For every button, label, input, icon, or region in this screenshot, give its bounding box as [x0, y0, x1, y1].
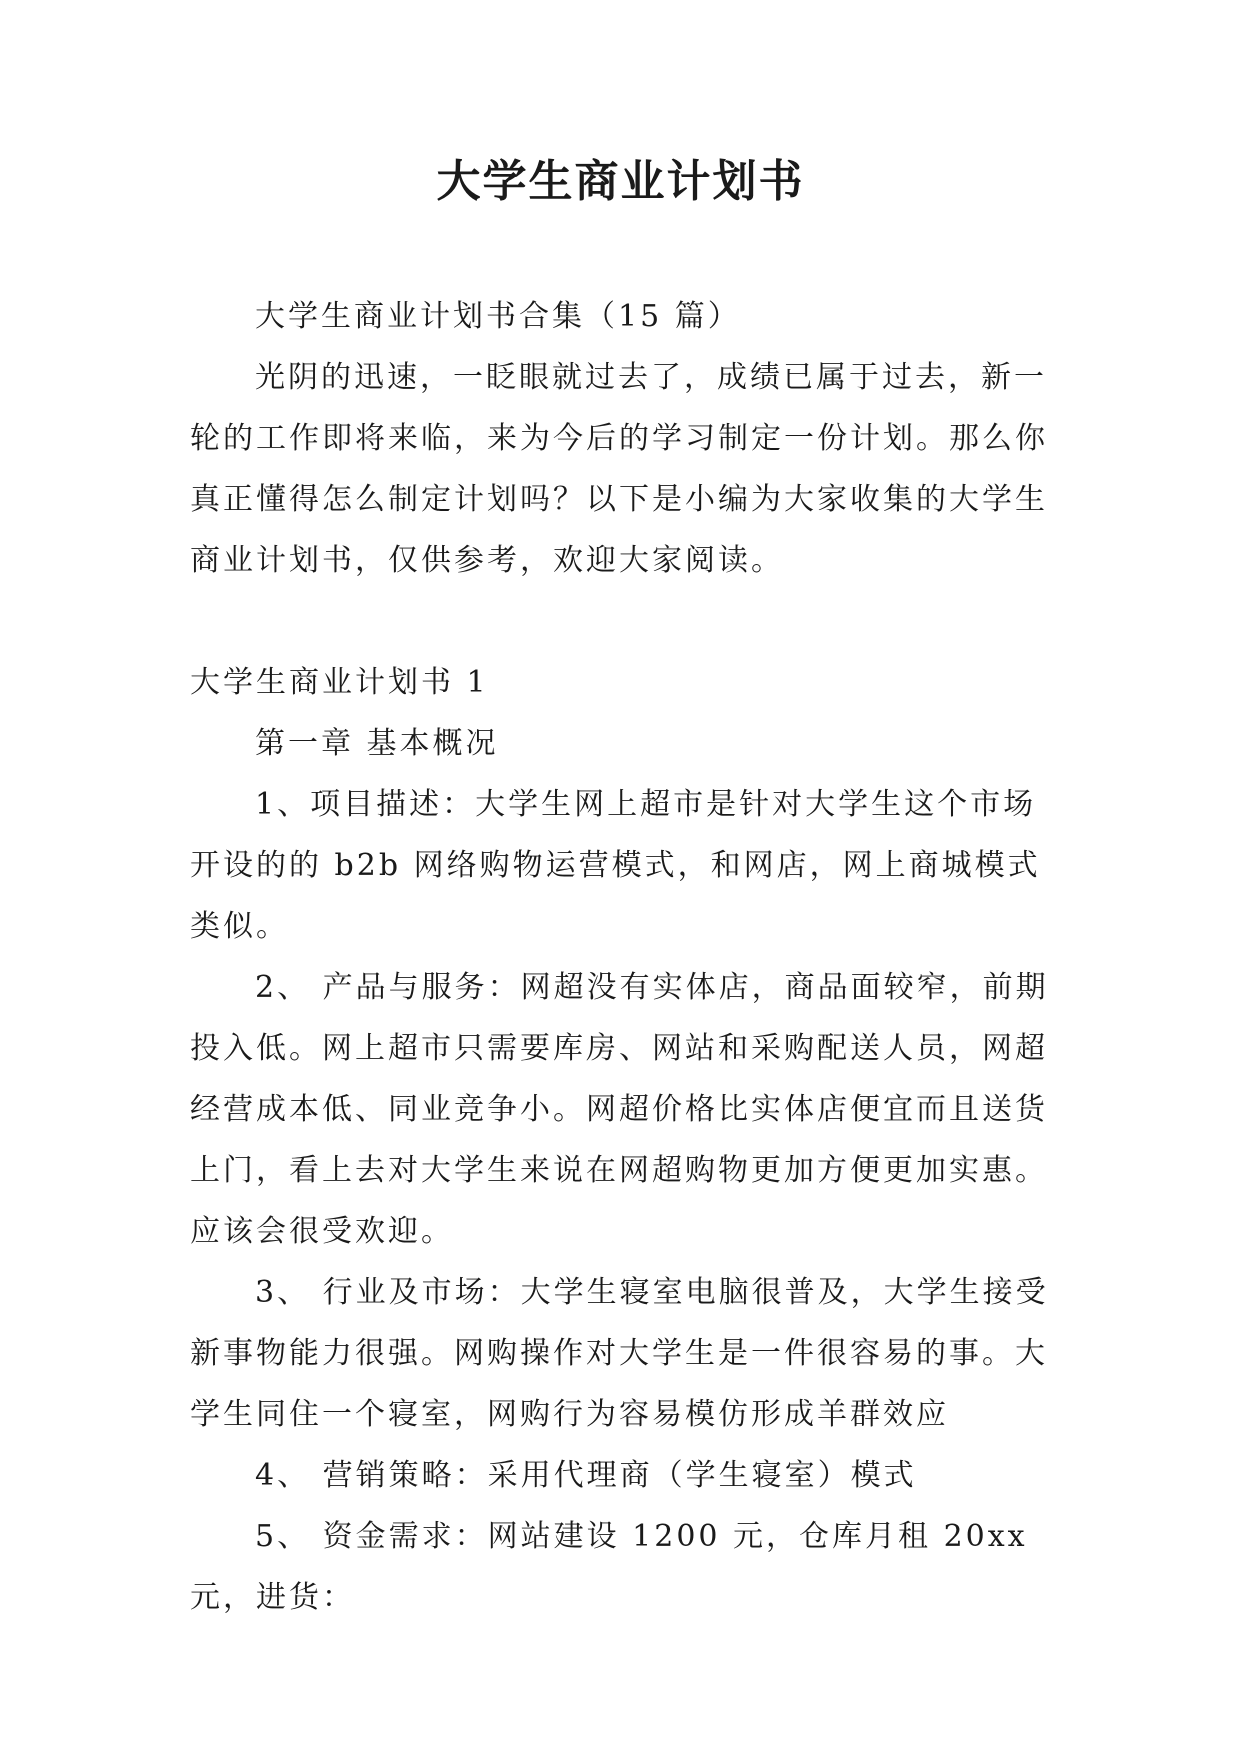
collection-subtitle: 大学生商业计划书合集（15 篇） — [255, 299, 741, 334]
list-item-industry-market: 3、 行业及市场：大学生寝室电脑很普及，大学生接受新事物能力很强。网购操作对大学生是一件很容易的事。大学生同住一个寝室，网购行为容易模仿形成羊群效应 — [190, 1275, 1049, 1432]
list-item-project-description: 1、项目描述：大学生网上超市是针对大学生这个市场开设的的 b2b 网络购物运营模式，和网店，网上商城模式类似。 — [190, 787, 1041, 944]
list-item-products-services: 2、 产品与服务：网超没有实体店，商品面较窄，前期投入低。网上超市只需要库房、网站和采购配送人员，网超经营成本低、同业竞争小。网超价格比实体店便宜而且送货上门，看上去对大学生来说在网超购物更加方便更加实惠。应该会很受欢迎。 — [190, 970, 1049, 1249]
list-item-funding-needs: 5、 资金需求：网站建设 1200 元，仓库月租 20xx 元，进货： — [190, 1519, 1028, 1615]
list-item-marketing-strategy: 4、 营销策略：采用代理商（学生寝室）模式 — [255, 1458, 917, 1493]
section-heading: 大学生商业计划书 1 — [190, 665, 489, 700]
document-body — [190, 286, 1050, 1628]
intro-paragraph: 光阴的迅速，一眨眼就过去了，成绩已属于过去，新一轮的工作即将来临，来为今后的学习制定一份计划。那么你真正懂得怎么制定计划吗？以下是小编为大家收集的大学生商业计划书，仅供参考，欢迎大家阅读。 — [190, 360, 1048, 578]
paragraph-spacer — [190, 591, 1050, 652]
chapter-heading: 第一章 基本概况 — [255, 726, 499, 761]
document-title: 大学生商业计划书 — [436, 156, 805, 207]
